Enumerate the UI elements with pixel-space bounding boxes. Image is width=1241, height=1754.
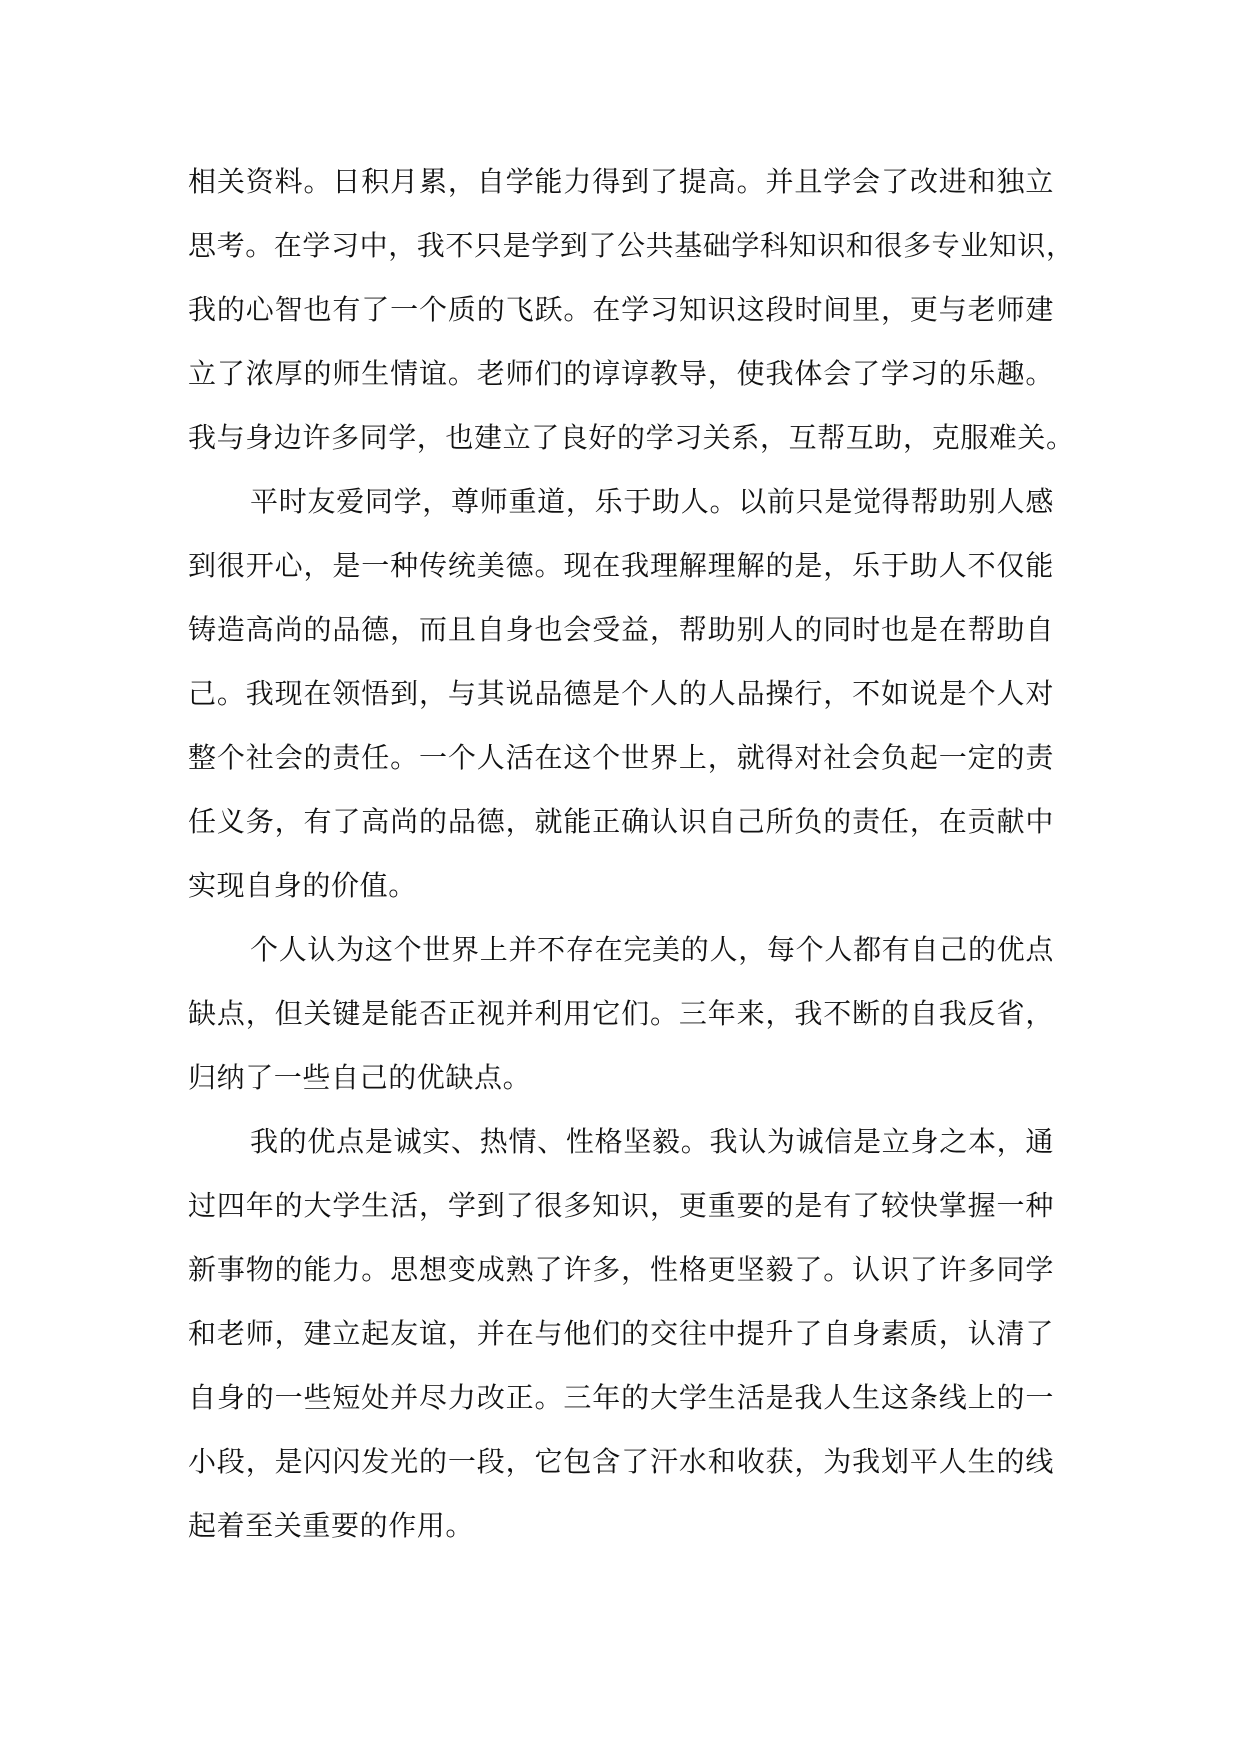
paragraph-2-line-7: 实现自身的价值。 xyxy=(188,869,417,902)
paragraph-4-line-4: 和老师，建立起友谊，并在与他们的交往中提升了自身素质，认清了 xyxy=(188,1317,1054,1350)
document-body xyxy=(188,150,1075,1558)
paragraph-2-line-3: 铸造高尚的品德，而且自身也会受益，帮助别人的同时也是在帮助自 xyxy=(188,613,1054,646)
paragraph-2-line-2: 到很开心，是一种传统美德。现在我理解理解的是，乐于助人不仅能 xyxy=(188,549,1054,582)
paragraph-2-line-1: 平时友爱同学，尊师重道，乐于助人。以前只是觉得帮助别人感 xyxy=(250,485,1054,518)
paragraph-4-line-5: 自身的一些短处并尽力改正。三年的大学生活是我人生这条线上的一 xyxy=(188,1381,1054,1414)
paragraph-4-line-7: 起着至关重要的作用。 xyxy=(188,1509,475,1542)
paragraph-4-line-2: 过四年的大学生活，学到了很多知识，更重要的是有了较快掌握一种 xyxy=(188,1189,1054,1222)
paragraph-1-line-2: 思考。在学习中，我不只是学到了公共基础学科知识和很多专业知识， xyxy=(188,229,1075,262)
paragraph-1-line-3: 我的心智也有了一个质的飞跃。在学习知识这段时间里，更与老师建 xyxy=(188,293,1054,326)
paragraph-4-line-3: 新事物的能力。思想变成熟了许多，性格更坚毅了。认识了许多同学 xyxy=(188,1253,1054,1286)
paragraph-3-line-2: 缺点，但关键是能否正视并利用它们。三年来，我不断的自我反省， xyxy=(188,997,1054,1030)
paragraph-4-line-6: 小段，是闪闪发光的一段，它包含了汗水和收获，为我划平人生的线 xyxy=(188,1445,1054,1478)
paragraph-2-line-6: 任义务，有了高尚的品德，就能正确认识自己所负的责任，在贡献中 xyxy=(188,805,1054,838)
paragraph-2-line-4: 己。我现在领悟到，与其说品德是个人的人品操行，不如说是个人对 xyxy=(188,677,1054,710)
paragraph-4-line-1: 我的优点是诚实、热情、性格坚毅。我认为诚信是立身之本，通 xyxy=(250,1125,1054,1158)
paragraph-1-line-5: 我与身边许多同学，也建立了良好的学习关系，互帮互助，克服难关。 xyxy=(188,421,1075,454)
paragraph-1-line-4: 立了浓厚的师生情谊。老师们的谆谆教导，使我体会了学习的乐趣。 xyxy=(188,357,1054,390)
paragraph-1-line-1: 相关资料。日积月累，自学能力得到了提高。并且学会了改进和独立 xyxy=(188,165,1054,198)
paragraph-3-line-1: 个人认为这个世界上并不存在完美的人，每个人都有自己的优点 xyxy=(250,933,1054,966)
paragraph-3-line-3: 归纳了一些自己的优缺点。 xyxy=(188,1061,532,1094)
paragraph-2-line-5: 整个社会的责任。一个人活在这个世界上，就得对社会负起一定的责 xyxy=(188,741,1054,774)
